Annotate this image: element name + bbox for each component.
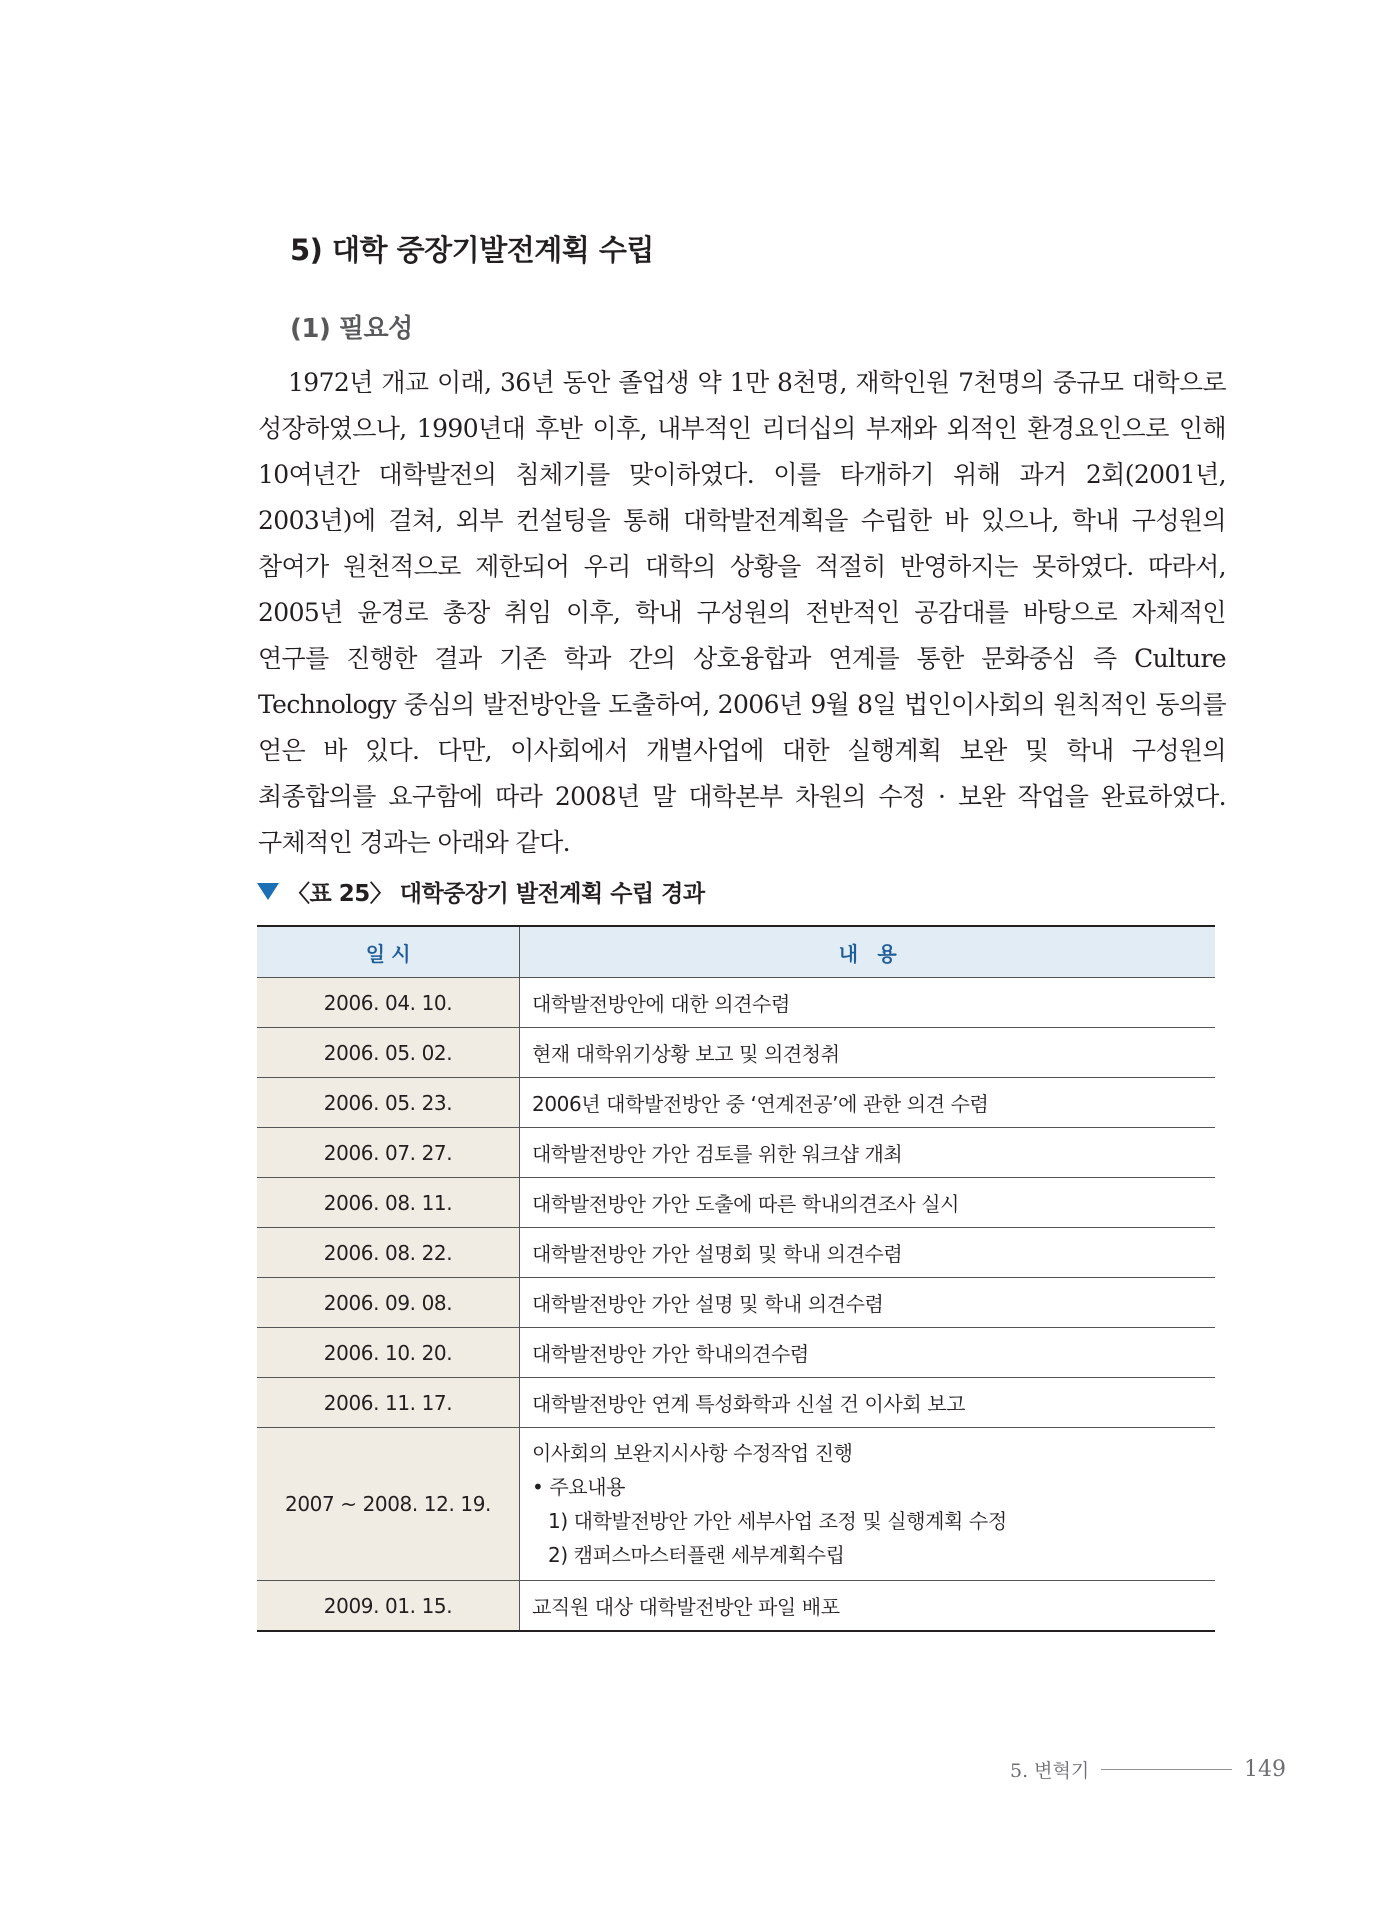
row-date: 2009. 01. 15. — [257, 1581, 520, 1632]
row-date: 2006. 07. 27. — [257, 1128, 520, 1178]
footer-divider — [1101, 1769, 1232, 1770]
footer-chapter: 5. 변혁기 — [1010, 1760, 1090, 1782]
row-content-multiline — [520, 1428, 1216, 1581]
row-content: 대학발전방안 가안 검토를 위한 워크샵 개최 — [520, 1128, 1216, 1178]
row-content: 대학발전방안 가안 설명 및 학내 의견수렴 — [520, 1278, 1216, 1328]
row-date: 2006. 08. 11. — [257, 1178, 520, 1228]
row-content: 대학발전방안 연계 특성화학과 신설 건 이사회 보고 — [520, 1378, 1216, 1428]
row-date: 2006. 05. 02. — [257, 1028, 520, 1078]
header-content: 내 용 — [520, 926, 1216, 978]
row-content: 현재 대학위기상황 보고 및 의견청취 — [520, 1028, 1216, 1078]
content-line: 이사회의 보완지시사항 수정작업 진행 — [532, 1441, 853, 1465]
row-date: 2007 ~ 2008. 12. 19. — [257, 1428, 520, 1581]
row-content: 대학발전방안 가안 설명회 및 학내 의견수렴 — [520, 1228, 1216, 1278]
table-row — [257, 1378, 1215, 1428]
row-content: 대학발전방안 가안 학내의견수렴 — [520, 1328, 1216, 1378]
sub-title: (1) 필요성 — [290, 314, 413, 344]
section-title: 5) 대학 중장기발전계획 수립 — [290, 233, 654, 267]
table-row — [257, 1128, 1215, 1178]
header-date: 일 시 — [257, 926, 520, 978]
table-row — [257, 1228, 1215, 1278]
table-caption-text: 〈표 25〉 대학중장기 발전계획 수립 경과 — [287, 881, 705, 907]
table-row — [257, 1178, 1215, 1228]
triangle-down-icon — [257, 883, 279, 900]
content-line: • 주요내용 — [532, 1475, 626, 1499]
table-row — [257, 1028, 1215, 1078]
page-footer — [1010, 1756, 1286, 1783]
row-content: 대학발전방안 가안 도출에 따른 학내의견조사 실시 — [520, 1178, 1216, 1228]
row-date: 2006. 04. 10. — [257, 978, 520, 1028]
table-row — [257, 1278, 1215, 1328]
content-line: 2) 캠퍼스마스터플랜 세부계획수립 — [548, 1543, 845, 1567]
table-row-multiline — [257, 1428, 1215, 1581]
table-row — [257, 1078, 1215, 1128]
row-content: 대학발전방안에 대한 의견수렴 — [520, 978, 1216, 1028]
table-header-row — [257, 926, 1215, 978]
table-row — [257, 978, 1215, 1028]
table-caption — [257, 875, 705, 908]
content-line: 1) 대학발전방안 가안 세부사업 조정 및 실행계획 수정 — [548, 1509, 1007, 1533]
row-date: 2006. 09. 08. — [257, 1278, 520, 1328]
row-content: 2006년 대학발전방안 중 ‘연계전공’에 관한 의견 수렴 — [520, 1078, 1216, 1128]
timeline-table — [257, 925, 1215, 1632]
row-date: 2006. 11. 17. — [257, 1378, 520, 1428]
page-number: 149 — [1244, 1757, 1286, 1782]
table-row — [257, 1328, 1215, 1378]
row-date: 2006. 05. 23. — [257, 1078, 520, 1128]
row-date: 2006. 10. 20. — [257, 1328, 520, 1378]
row-content: 교직원 대상 대학발전방안 파일 배포 — [520, 1581, 1216, 1632]
row-date: 2006. 08. 22. — [257, 1228, 520, 1278]
table-row — [257, 1581, 1215, 1632]
body-paragraph: 1972년 개교 이래, 36년 동안 졸업생 약 1만 8천명, 재학인원 7천명의 중규모 대학으로 성장하였으나, 1990년대 후반 이후, 내부적인 리더십의 부재와 외적인 환경요인으로 인해 10여년간 대학발전의 침체기를 맞이하였다. 이를 타개하기 위해 과거 2회(2001년, 2003년)에 걸쳐, 외부 컨설팅을 통해 대학발전계획을 수립한 바 있으나, 학내 구성원의 참여가 원천적으로 제한되어 우리 대학의 상황을 적절히 반영하지는 못하였다. 따라서, 2005년 윤경로 총장 취임 이후, 학내 구성원의 전반적인 공감대를 바탕으로 자체적인 연구를 진행한 결과 기존 학과 간의 상호융합과 연계를 통한 문화중심 즉 Culture Technology 중심의 발전방안을 도출하여, 2006년 9월 8일 법인이사회의 원칙적인 동의를 얻은 바 있다. 다만, 이사회에서 개별사업에 대한 실행계획 보완 및 학내 구성원의 최종합의를 요구함에 따라 2008년 말 대학본부 차원의 수정 · 보완 작업을 완료하였다. 구체적인 경과는 아래와 같다. — [258, 368, 1226, 857]
